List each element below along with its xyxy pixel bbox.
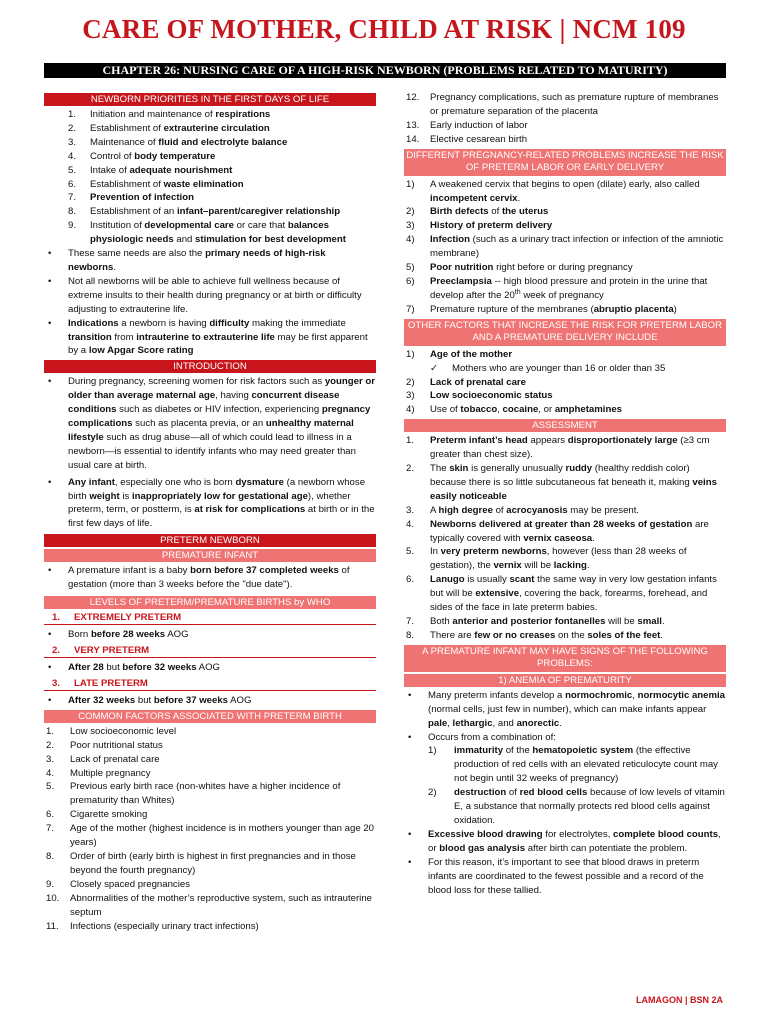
- list-item: 2. The skin is generally unusually ruddy (healthy reddish color) because there is so little subcutaneous fat beneath it, making veins easily noticeable: [406, 463, 717, 502]
- list-item: 3) Low socioeconomic status: [406, 390, 553, 402]
- list-item: 12. Pregnancy complications, such as premature rupture of membranes or premature separation of the placenta: [406, 92, 719, 117]
- list-item: 4. Control of body temperature: [68, 150, 216, 162]
- section-header-signs: A PREMATURE INFANT MAY HAVE SIGNS OF THE FOLLOWING PROBLEMS:: [404, 645, 726, 672]
- list-item: 7) Premature rupture of the membranes (abruptio placenta): [406, 303, 677, 315]
- section-header-premature-infant: PREMATURE INFANT: [44, 549, 376, 562]
- list-item: 9. Institution of developmental care or care that balances physiologic needs and stimulation for best development: [68, 220, 346, 246]
- list-item: 5. Previous early birth race (non-whites have a higher incidence of prematurity than Whites): [46, 781, 341, 807]
- list-item: 6. Cigarette smoking: [46, 809, 148, 821]
- list-item: 3) History of preterm delivery: [406, 220, 553, 232]
- list-item: 2. Establishment of extrauterine circulation: [68, 122, 270, 134]
- list-item: 7. Age of the mother (highest incidence is in mothers younger than age 20 years): [46, 823, 374, 849]
- list-item: 1. Initiation and maintenance of respirations: [68, 109, 271, 120]
- list-item: 1. Low socioeconomic level: [46, 725, 177, 737]
- bullet-item: • During pregnancy, screening women for risk factors such as younger or older than average maternal age, having concurrent disease conditions such as diabetes or HIV infection, experiencing pregnancy complications such as placenta previa, or an unhealthy maternal lifestyle such as drug abuse—all of which could lead to illness in a newborn—is essential to identify infants who may need greater than usual care at birth.: [48, 376, 375, 471]
- list-item: 11. Infections (especially urinary tract infections): [46, 920, 259, 932]
- section-header-other-factors: OTHER FACTORS THAT INCREASE THE RISK FOR PRETERM LABOR AND A PREMATURE DELIVERY INCLUDE: [404, 319, 726, 346]
- list-item: 1) Age of the mother: [406, 348, 513, 360]
- chapter-banner: CHAPTER 26: NURSING CARE OF A HIGH-RISK NEWBORN (PROBLEMS RELATED TO MATURITY): [44, 63, 726, 78]
- list-item: 7. Both anterior and posterior fontanelles will be small.: [406, 616, 665, 627]
- checkmark-icon: ✓: [430, 362, 439, 374]
- section-header-preterm-newborn: PRETERM NEWBORN: [44, 534, 376, 547]
- list-item: 5. Intake of adequate nourishment: [68, 164, 233, 176]
- section-header-introduction: INTRODUCTION: [44, 360, 376, 373]
- level-extremely-preterm: 1. EXTREMELY PRETERM: [44, 611, 376, 625]
- section-header-common-factors: COMMON FACTORS ASSOCIATED WITH PRETERM BIRTH: [44, 710, 376, 723]
- list-item: 5. In very preterm newborns, however (less than 28 weeks of gestation), the vernix will be lacking.: [406, 546, 687, 572]
- bullet-item: • For this reason, it’s important to see that blood draws in preterm infants are coordinated to the fewest possible and a record of the blood loss for these tallied.: [408, 856, 704, 896]
- list-item: 6. Lanugo is usually scant the same way in very low gestation infants but will be extensive, covering the back, forearms, forehead, and sides of the face in late preterm babies.: [406, 574, 717, 614]
- level-very-preterm: 2. VERY PRETERM: [44, 644, 376, 658]
- level-late-preterm: 3. LATE PRETERM: [44, 677, 376, 691]
- list-item: 7. Prevention of infection: [68, 192, 194, 204]
- section-header-priorities: NEWBORN PRIORITIES IN THE FIRST DAYS OF LIFE: [44, 93, 376, 106]
- list-item: 8. There are few or no creases on the soles of the feet.: [406, 629, 664, 641]
- footer-author: LAMAGON | BSN 2A: [636, 995, 724, 1005]
- list-item: 1. Preterm infant’s head appears disproportionately large (≥3 cm greater than chest size).: [406, 435, 710, 461]
- list-item: 8. Establishment of an infant–parent/caregiver relationship: [68, 206, 341, 218]
- bullet-item: • Many preterm infants develop a normochromic, normocytic anemia (normal cells, just few in number), which can make infants appear pale, lethargic, and anorectic.: [408, 689, 726, 729]
- list-item: 6) Preeclampsia -- high blood pressure and protein in the urine that develop after the 20th week of pregnancy: [406, 275, 708, 301]
- right-column: [404, 91, 726, 897]
- list-item: 9. Closely spaced pregnancies: [46, 878, 190, 890]
- list-item: 10. Abnormalities of the mother’s reproductive system, such as intrauterine septum: [46, 892, 372, 918]
- list-item: 5) Poor nutrition right before or during pregnancy: [406, 262, 633, 274]
- list-item: 4. Newborns delivered at greater than 28 weeks of gestation are typically covered with vernix caseosa.: [406, 518, 709, 544]
- bullet-item: • Not all newborns will be able to achieve full wellness because of extreme insults to their health during pregnancy or at birth or difficulty adjusting to extrauterine life.: [48, 275, 362, 315]
- bullet-item: • After 28 but before 32 weeks AOG: [48, 662, 221, 673]
- bullet-item: • After 32 weeks but before 37 weeks AOG: [48, 694, 252, 706]
- section-header-assessment: ASSESSMENT: [404, 419, 726, 432]
- bullet-item: • These same needs are also the primary needs of high-risk newborns.: [48, 248, 326, 273]
- nested-item: 1) immaturity of the hematopoietic system (the effective production of red cells with an elevated reticulocyte count may not begin until 32 weeks of pregnancy): [428, 745, 718, 785]
- list-item: 6. Establishment of waste elimination: [68, 178, 244, 190]
- section-header-anemia: 1) ANEMIA OF PREMATURITY: [404, 674, 726, 687]
- section-header-levels: LEVELS OF PRETERM/PREMATURE BIRTHS by WHO: [44, 596, 376, 609]
- nested-item: 2) destruction of red blood cells because of low levels of vitamin E, a substance that normally protects red blood cells against oxidation.: [428, 787, 725, 826]
- list-item: 2. Poor nutritional status: [46, 739, 163, 751]
- section-header-pregnancy-problems: DIFFERENT PREGNANCY-RELATED PROBLEMS INCREASE THE RISK OF PRETERM LABOR OR EARLY DELIVERY: [404, 149, 726, 176]
- list-item: 14. Elective cesarean birth: [406, 133, 528, 145]
- bullet-item: • Born before 28 weeks AOG: [48, 629, 189, 641]
- list-item: 13. Early induction of labor: [406, 119, 528, 131]
- list-item: 4) Infection (such as a urinary tract infection or infection of the amniotic membrane): [406, 234, 724, 260]
- list-item: 3. Maintenance of fluid and electrolyte balance: [68, 136, 288, 148]
- bullet-item: • Any infant, especially one who is born dysmature (a newborn whose birth weight is inappropriately low for gestational age), whether preterm, term, or postterm, is at risk for complications at birth or in the first few days of life.: [48, 476, 375, 530]
- bullet-item: • Excessive blood drawing for electrolytes, complete blood counts, or blood gas analysis after birth can potentiate the problem.: [408, 828, 721, 854]
- list-item: 1) A weakened cervix that begins to open (dilate) early, also called incompetent cervix.: [406, 178, 700, 204]
- list-item: 3. Lack of prenatal care: [46, 753, 160, 765]
- list-item: 4) Use of tobacco, cocaine, or amphetamines: [406, 404, 622, 416]
- bullet-item: • Occurs from a combination of:: [408, 731, 556, 743]
- bullet-item: • Indications a newborn is having difficulty making the immediate transition from intrauterine to extrauterine life may be first apparent by a low Apgar Score rating: [48, 317, 368, 357]
- list-item: 4. Multiple pregnancy: [46, 767, 151, 779]
- list-item: 8. Order of birth (early birth is highest in first pregnancies and in those beyond the fourth pregnancy): [46, 850, 356, 876]
- list-item: 3. A high degree of acrocyanosis may be present.: [406, 504, 640, 516]
- check-item: ✓ Mothers who are younger than 16 or older than 35: [430, 362, 666, 374]
- document-title: CARE OF MOTHER, CHILD AT RISK | NCM 109: [82, 14, 686, 44]
- left-column: [44, 91, 376, 933]
- list-item: 2) Birth defects of the uterus: [406, 206, 549, 218]
- list-item: 2) Lack of prenatal care: [406, 376, 526, 388]
- bullet-item: • A premature infant is a baby born before 37 completed weeks of gestation (more than 3 weeks before the "due date").: [48, 565, 350, 591]
